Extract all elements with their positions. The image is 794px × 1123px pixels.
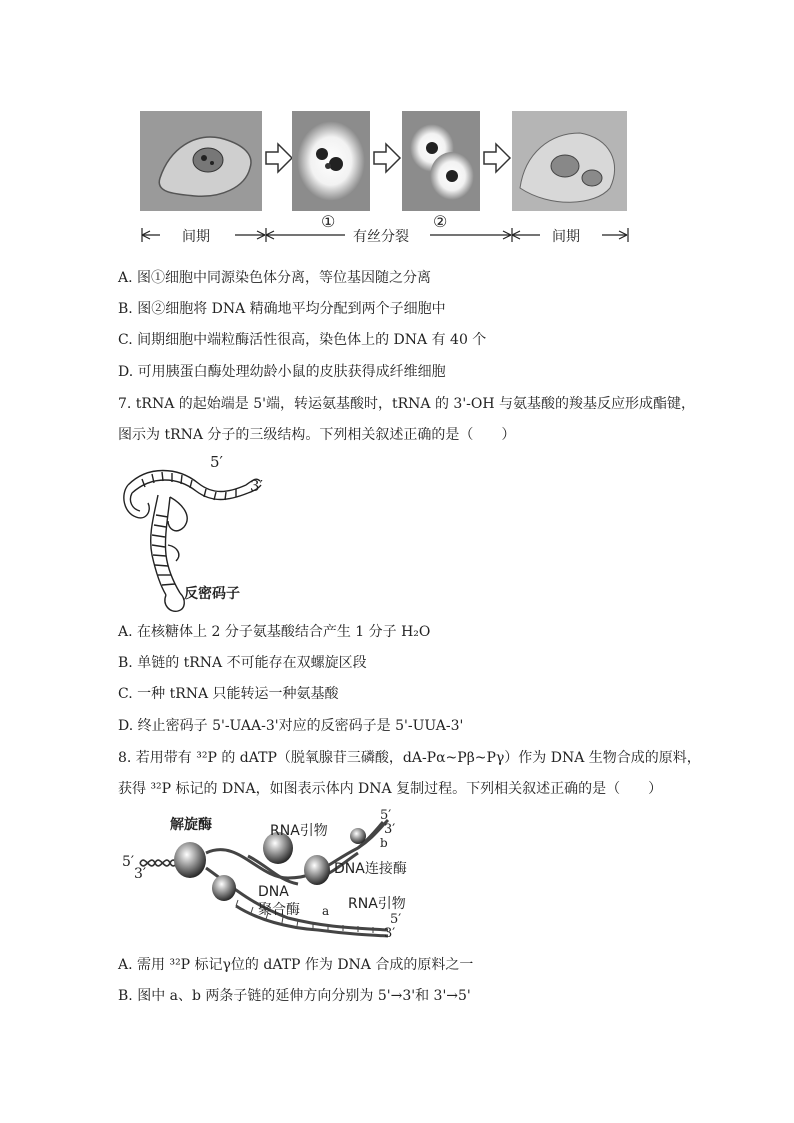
label-top-3: 3′ (384, 822, 396, 837)
marker-1: ① (321, 212, 336, 231)
q6-option-d: D. 可用胰蛋白酶处理幼龄小鼠的皮肤获得成纤维细胞 (118, 364, 446, 380)
label-b: b (380, 836, 388, 850)
label-rna-primer-bottom: RNA引物 (348, 896, 406, 912)
label-a: a (322, 904, 330, 918)
arrow-icon (374, 144, 400, 172)
q6-option-a: A. 图①细胞中同源染色体分离，等位基因随之分离 (118, 270, 432, 286)
ligase-icon (304, 855, 330, 885)
label-polymerase-line1: DNA (258, 884, 289, 900)
label-top-5: 5′ (380, 808, 392, 823)
label-bottom-5: 5′ (390, 912, 402, 927)
phase-label-interphase-right: 间期 (552, 229, 580, 245)
q8-stem-line1: 8. 若用带有 ³²P 的 dATP（脱氧腺苷三磷酸，dA-Pα~Pβ~Pγ）作为 DNA 生物合成的原料， (118, 750, 701, 766)
label-left-5: 5′ (122, 854, 135, 870)
label-rna-primer-top: RNA引物 (270, 823, 328, 839)
q8-stem-line2: 获得 ³²P 标记的 DNA，如图表示体内 DNA 复制过程。下列相关叙述正确的是（ ） (118, 781, 663, 797)
label-helicase: 解旋酶 (170, 817, 212, 833)
micrograph-interphase-1 (140, 111, 262, 211)
dna-polymerase-icon (212, 875, 236, 901)
label-ligase: DNA连接酶 (334, 861, 407, 877)
small-enzyme-icon (350, 828, 366, 844)
cell-cycle-figure (140, 108, 630, 250)
q7-stem-line2: 图示为 tRNA 分子的三级结构。下列相关叙述正确的是（ ） (118, 427, 516, 443)
trna-label-anticodon: 反密码子 (184, 586, 240, 602)
q7-option-c: C. 一种 tRNA 只能转运一种氨基酸 (118, 686, 339, 702)
q7-option-b: B. 单链的 tRNA 不可能存在双螺旋区段 (118, 655, 367, 671)
q8-option-a: A. 需用 ³²P 标记γ位的 dATP 作为 DNA 合成的原料之一 (118, 957, 474, 973)
q7-option-d: D. 终止密码子 5'-UAA-3'对应的反密码子是 5'-UUA-3' (118, 718, 464, 734)
q6-option-b: B. 图②细胞将 DNA 精确地平均分配到两个子细胞中 (118, 301, 446, 317)
q8-option-b: B. 图中 a、b 两条子链的延伸方向分别为 5'→3'和 3'→5' (118, 988, 471, 1004)
q7-option-a: A. 在核糖体上 2 分子氨基酸结合产生 1 分子 H₂O (118, 624, 431, 640)
label-polymerase-line2: 聚合酶 (258, 902, 300, 918)
micrograph-interphase-2 (512, 111, 627, 211)
label-bottom-3: 3′ (384, 926, 396, 941)
helicase-icon (174, 842, 206, 878)
trna-figure (118, 455, 278, 615)
phase-label-mitosis: 有丝分裂 (353, 229, 409, 245)
trna-label-5: 5′ (210, 453, 223, 471)
dna-replication-figure (118, 808, 438, 943)
q7-stem-line1: 7. tRNA 的起始端是 5'端，转运氨基酸时，tRNA 的 3'-OH 与氨基酸的羧基反应形成酯键， (118, 396, 696, 412)
marker-2: ② (433, 212, 448, 231)
micrograph-mitosis-1 (292, 111, 370, 211)
q6-option-c: C. 间期细胞中端粒酶活性很高，染色体上的 DNA 有 40 个 (118, 332, 487, 348)
trna-label-3: 3′ (250, 477, 263, 495)
arrow-icon (266, 144, 292, 172)
micrograph-mitosis-2 (402, 111, 480, 211)
phase-label-interphase-left: 间期 (182, 229, 210, 245)
arrow-icon (484, 144, 510, 172)
label-left-3: 3′ (134, 866, 147, 882)
